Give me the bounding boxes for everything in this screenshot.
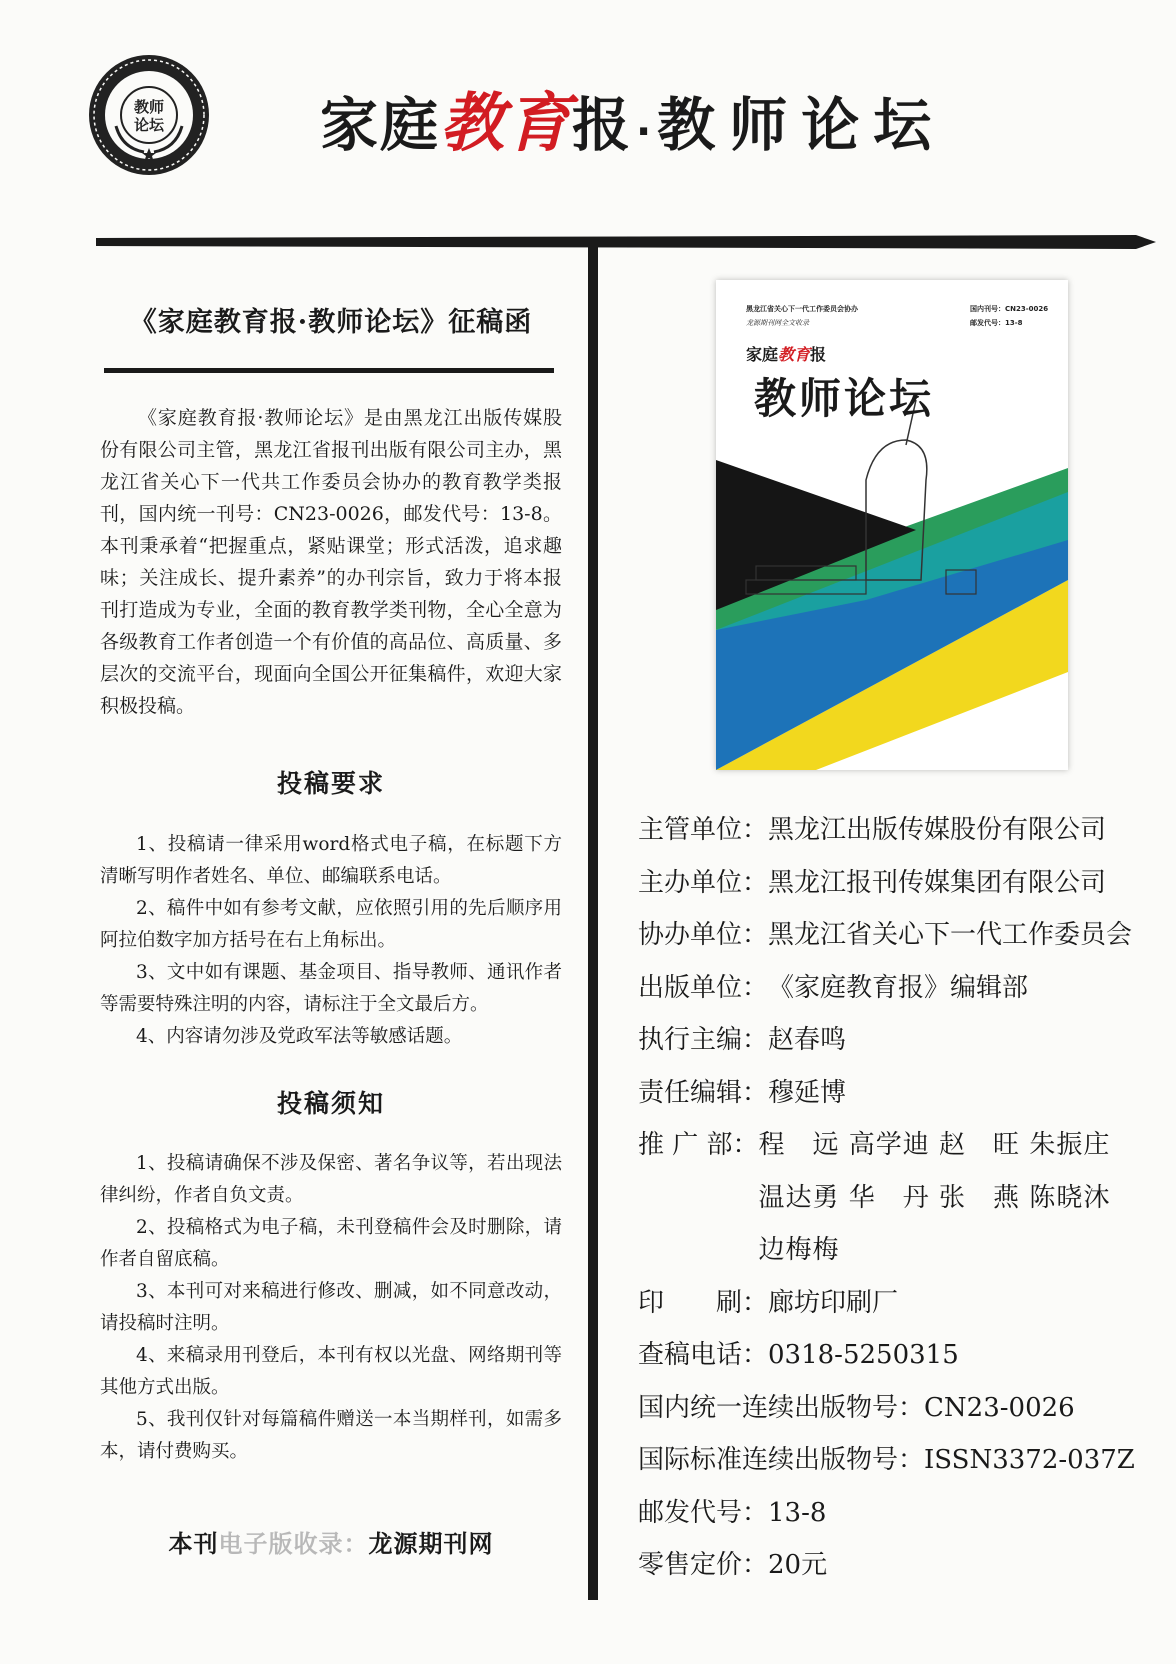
info-value: 20元 [768,1550,828,1580]
info-row-publisher [638,962,1158,1015]
info-value: 黑龙江报刊传媒集团有限公司 [768,867,1107,898]
center-divider [588,246,598,1600]
info-value: ISSN3372-037Z [924,1445,1135,1475]
cover-big-title: 教师论坛 [754,374,935,423]
info-label: 主办单位： [638,867,769,898]
journal-cover-image [716,280,1068,770]
info-value-multi [759,1119,1119,1277]
info-label: 责任编辑： [638,1077,769,1108]
info-value: 13-8 [768,1497,827,1528]
info-row-issn [638,1434,1158,1487]
notice-list [100,1148,562,1468]
requirements-list [100,829,562,1053]
logo-seal-icon [86,52,212,178]
journal-logo [86,52,212,178]
top-divider [96,235,1156,249]
masthead-dot: · [636,109,654,155]
logo-text-line2: 论坛 [133,116,165,134]
cover-small-title [746,342,826,365]
info-value: 《家庭教育报》编辑部 [768,972,1029,1003]
info-row-price [638,1539,1158,1592]
info-label: 零售定价： [638,1550,769,1580]
info-label: 推 广 部： [638,1130,759,1160]
masthead-part3: 教师论坛 [657,91,946,159]
info-row-sponsor [638,857,1158,910]
list-item: 2、投稿格式为电子稿，未刊登稿件会及时删除，请作者自留底稿。 [100,1217,562,1270]
title-underline [104,368,554,373]
promotion-line: 边梅梅 [758,1235,840,1265]
promotion-line: 程 远 高学迪 赵 旺 朱振庄 [758,1130,1111,1160]
list-item: 3、本刊可对来稿进行修改、删减，如不同意改动，请投稿时注明。 [100,1281,562,1334]
info-value: 0318-5250315 [768,1340,959,1370]
intro-paragraph: 《家庭教育报·教师论坛》是由黑龙江出版传媒股份有限公司主管，黑龙江省报刊出版有限公司主办，黑龙江省关心下一代共工作委员会协办的教育教学类报刊，国内统一刊号：CN23-0026，邮发代号：13-8。本刊秉承着“把握重点，紧贴课堂；形式活泼，追求趣味；关注成长、提升素养”的办刊宗旨，致力于将本报刊打造成为专业，全面的教育教学类刊物，全心全意为各级教育工作者创造一个有价值的高品位、高质量、多层次的交流平台，现面向全国公开征集稿件，欢迎大家积极投稿。 [100,407,562,717]
list-item: 4、来稿录用刊登后，本刊有权以光盘、网络期刊等其他方式出版。 [100,1345,562,1398]
info-value: 赵春鸣 [768,1025,847,1055]
masthead-title [320,84,946,164]
cover-subline: 龙源期刊网全文收录 [746,319,809,327]
info-value: 黑龙江出版传媒股份有限公司 [768,815,1107,845]
masthead-part1: 家庭 [320,91,441,159]
info-label: 国内统一连续出版物号： [638,1392,925,1423]
info-label: 查稿电话： [638,1340,769,1370]
cover-sponsor-text: 黑龙江省关心下一代工作委员会协办 [746,305,858,313]
footer-faded-text: 电子版收录： [218,1529,369,1558]
list-item: 5、我刊仅针对每篇稿件赠送一本当期样刊，如需多本，请付费购买。 [100,1409,562,1462]
info-row-printer [638,1277,1158,1330]
cover-post-code: 邮发代号：13-8 [970,319,1023,327]
info-label: 出版单位： [638,972,769,1003]
info-row-responsible-editor [638,1067,1158,1120]
list-item: 1、投稿请一律采用word格式电子稿，在标题下方清晰写明作者姓名、单位、邮编联系电话。 [100,834,562,887]
info-row-cn [638,1382,1158,1435]
list-item: 4、内容请勿涉及党政军法等敏感话题。 [136,1026,463,1047]
info-row-co-organizer [638,909,1158,962]
info-label: 执行主编： [638,1025,769,1055]
list-item: 2、稿件中如有参考文献，应依照引用的先后顺序用阿拉伯数字加方括号在右上角标出。 [100,898,562,951]
footer-prefix: 本刊 [168,1529,219,1558]
info-row-supervisor [638,804,1158,857]
list-item: 3、文中如有课题、基金项目、指导教师、通讯作者等需要特殊注明的内容，请标注于全文最后方。 [100,962,562,1015]
info-value: 廊坊印刷厂 [768,1287,899,1318]
info-row-promotion [638,1119,1158,1277]
info-row-executive-editor [638,1014,1158,1067]
info-label: 印 刷： [638,1287,769,1318]
publication-info [638,804,1158,1592]
list-item: 1、投稿请确保不涉及保密、著名争议等，若出现法律纠纷，作者自负文责。 [100,1153,562,1206]
info-value: 黑龙江省关心下一代工作委员会 [768,920,1133,950]
info-label: 国际标准连续出版物号： [638,1445,925,1475]
cover-small-title-red: 教育 [778,345,811,364]
masthead-part2: 报 [572,91,633,159]
info-value: 穆延博 [768,1077,847,1108]
info-row-phone [638,1329,1158,1382]
logo-text-line1: 教师 [133,98,165,116]
info-label: 邮发代号： [638,1497,769,1528]
promotion-line: 温达勇 华 丹 张 燕 陈晓沐 [758,1182,1111,1213]
info-label: 主管单位： [638,815,769,845]
cover-small-title-b: 报 [810,345,827,364]
call-for-papers-title: 《家庭教育报·教师论坛》征稿函 [129,307,533,338]
requirements-heading: 投稿要求 [276,769,385,798]
masthead-red-part: 教育 [440,86,573,161]
logo-ring-text: JIAO SHI LUN TAN [109,73,189,108]
footer-note [96,1524,566,1559]
info-label: 协办单位： [638,920,769,950]
cover-cn-number: 国内刊号：CN23-0026 [970,305,1049,313]
info-value: CN23-0026 [924,1392,1075,1423]
notice-heading: 投稿须知 [276,1089,385,1118]
info-row-post-code [638,1487,1158,1540]
footer-suffix: 龙源期刊网 [368,1529,494,1558]
cover-small-title-a: 家庭 [746,345,779,364]
